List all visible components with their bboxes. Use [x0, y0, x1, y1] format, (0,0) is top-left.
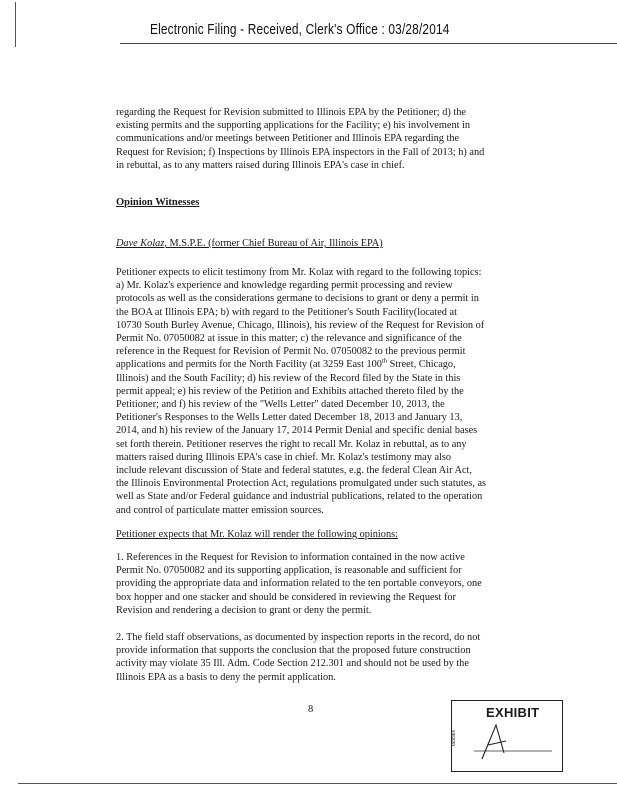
exhibit-side-text: tabbles	[451, 729, 458, 747]
page-number: 8	[308, 704, 314, 715]
opinion-2	[116, 631, 524, 684]
header-rule	[120, 43, 617, 44]
section-heading: Opinion Witnesses	[116, 197, 200, 208]
ordinal-sup: th	[381, 358, 388, 365]
witness-credentials: , M.S.P.E. (former Chief Bureau of Air, Illinois EPA)	[164, 238, 383, 249]
intro-paragraph	[116, 106, 524, 172]
opinion-line: box hopper and one stacker and should be considered in reviewing the Request for	[116, 591, 456, 603]
topics-line: matters raised during Illinois EPA's case in chief. Mr. Kolaz's testimony may also	[116, 451, 452, 463]
topics-line: set forth therein. Petitioner reserves the right to recall Mr. Kolaz in rebuttal, as to any	[116, 438, 467, 450]
exhibit-sticker	[451, 700, 563, 772]
intro-line: regarding the Request for Revision submitted to Illinois EPA by the Petitioner; d) the	[116, 107, 466, 118]
topics-line: a) Mr. Kolaz's experience and knowledge regarding permit processing and review	[116, 280, 453, 292]
opinion-line: provide information that supports the conclusion that the proposed future construction	[116, 645, 471, 657]
topics-line: include relevant discussion of State and federal statutes, e.g. the federal Clean Air Act,	[116, 465, 472, 477]
witness-name: Dave Kolaz	[116, 238, 165, 249]
topics-line: Illinois) and the South Facility; d) his review of the Record filed by the State in this	[116, 372, 461, 384]
topics-line: Petitioner expects to elicit testimony from Mr. Kolaz with regard to the following topics:	[116, 267, 482, 278]
topics-line: 2014, and h) his review of the January 17, 2014 Permit Denial and specific denial bases	[116, 425, 478, 437]
scan-edge-line	[15, 2, 16, 47]
intro-line: communications and/or meetings between Petitioner and Illinois EPA regarding the	[116, 133, 460, 145]
opinion-line: providing the appropriate data and information related to the ten portable conveyors, one	[116, 578, 482, 590]
witness-line	[116, 238, 383, 249]
intro-line: Request for Revision; f) Inspections by Illinois EPA inspectors in the Fall of 2013; h) and	[116, 146, 485, 158]
topics-line: well as State and/or Federal guidance and industrial publications, related to the operation	[116, 491, 483, 503]
opinion-line: Permit No. 07050082 and its supporting application, is reasonable and sufficient for	[116, 565, 462, 577]
sup-before: applications and permits for the North Facility (at 3259 East 100	[116, 359, 382, 371]
topics-line: reference in the Request for Revision of Permit No. 07050082 to the previous permit	[116, 346, 466, 358]
opinion-line: 1. References in the Request for Revision to information contained in the now active	[116, 552, 465, 563]
exhibit-handwriting-icon	[452, 701, 562, 771]
sup-after: Street, Chicago,	[387, 359, 456, 371]
topics-line: and control of particulate matter emission sources.	[116, 504, 324, 516]
topics-line: the BOA at Illinois EPA; b) with regard to the Petitioner's South Facility(located at	[116, 306, 457, 318]
exhibit-label: EXHIBIT	[486, 705, 540, 720]
topics-line: Petitioner; and f) his review of the "Wells Letter" dated December 10, 2013, the	[116, 399, 445, 411]
intro-line: existing permits and the supporting applications for the Facility; e) his involvement in	[116, 120, 471, 132]
topics-line: 10730 South Burley Avenue, Chicago, Illinois), his review of the Request for Revision of	[116, 319, 485, 331]
opinion-line: Illinois EPA as a basis to deny the permit application.	[116, 671, 336, 683]
opinion-1	[116, 551, 524, 617]
topics-line: permit appeal; e) his review of the Petition and Exhibits attached thereto filed by the	[116, 385, 464, 397]
topics-line-superscript	[116, 358, 524, 371]
topics-line: protocols as well as the considerations germane to decisions to grant or deny a permit in	[116, 293, 479, 305]
topics-paragraph	[116, 266, 524, 517]
topics-line: Permit No. 07050082 at issue in this matter; c) the relevance and significance of the	[116, 333, 462, 345]
intro-line: in rebuttal, as to any matters raised during Illinois EPA's case in chief.	[116, 159, 405, 171]
opinions-lead: Petitioner expects that Mr. Kolaz will render the following opinions:	[116, 529, 398, 540]
opinion-line: Revision and rendering a decision to grant or deny the permit.	[116, 604, 372, 616]
topics-line: the Illinois Environmental Protection Act, regulations promulgated under such statutes, as	[116, 478, 487, 490]
filing-stamp-header: Electronic Filing - Received, Clerk's Office : 03/28/2014	[150, 22, 450, 38]
opinion-line: activity may violate 35 Ill. Adm. Code Section 212.301 and should not be used by the	[116, 658, 469, 670]
footer-rule	[18, 783, 617, 784]
topics-line: Petitioner's Responses to the Wells Letter dated December 18, 2013 and January 13,	[116, 412, 463, 424]
opinion-line: 2. The field staff observations, as documented by inspection reports in the record, do not	[116, 632, 481, 643]
